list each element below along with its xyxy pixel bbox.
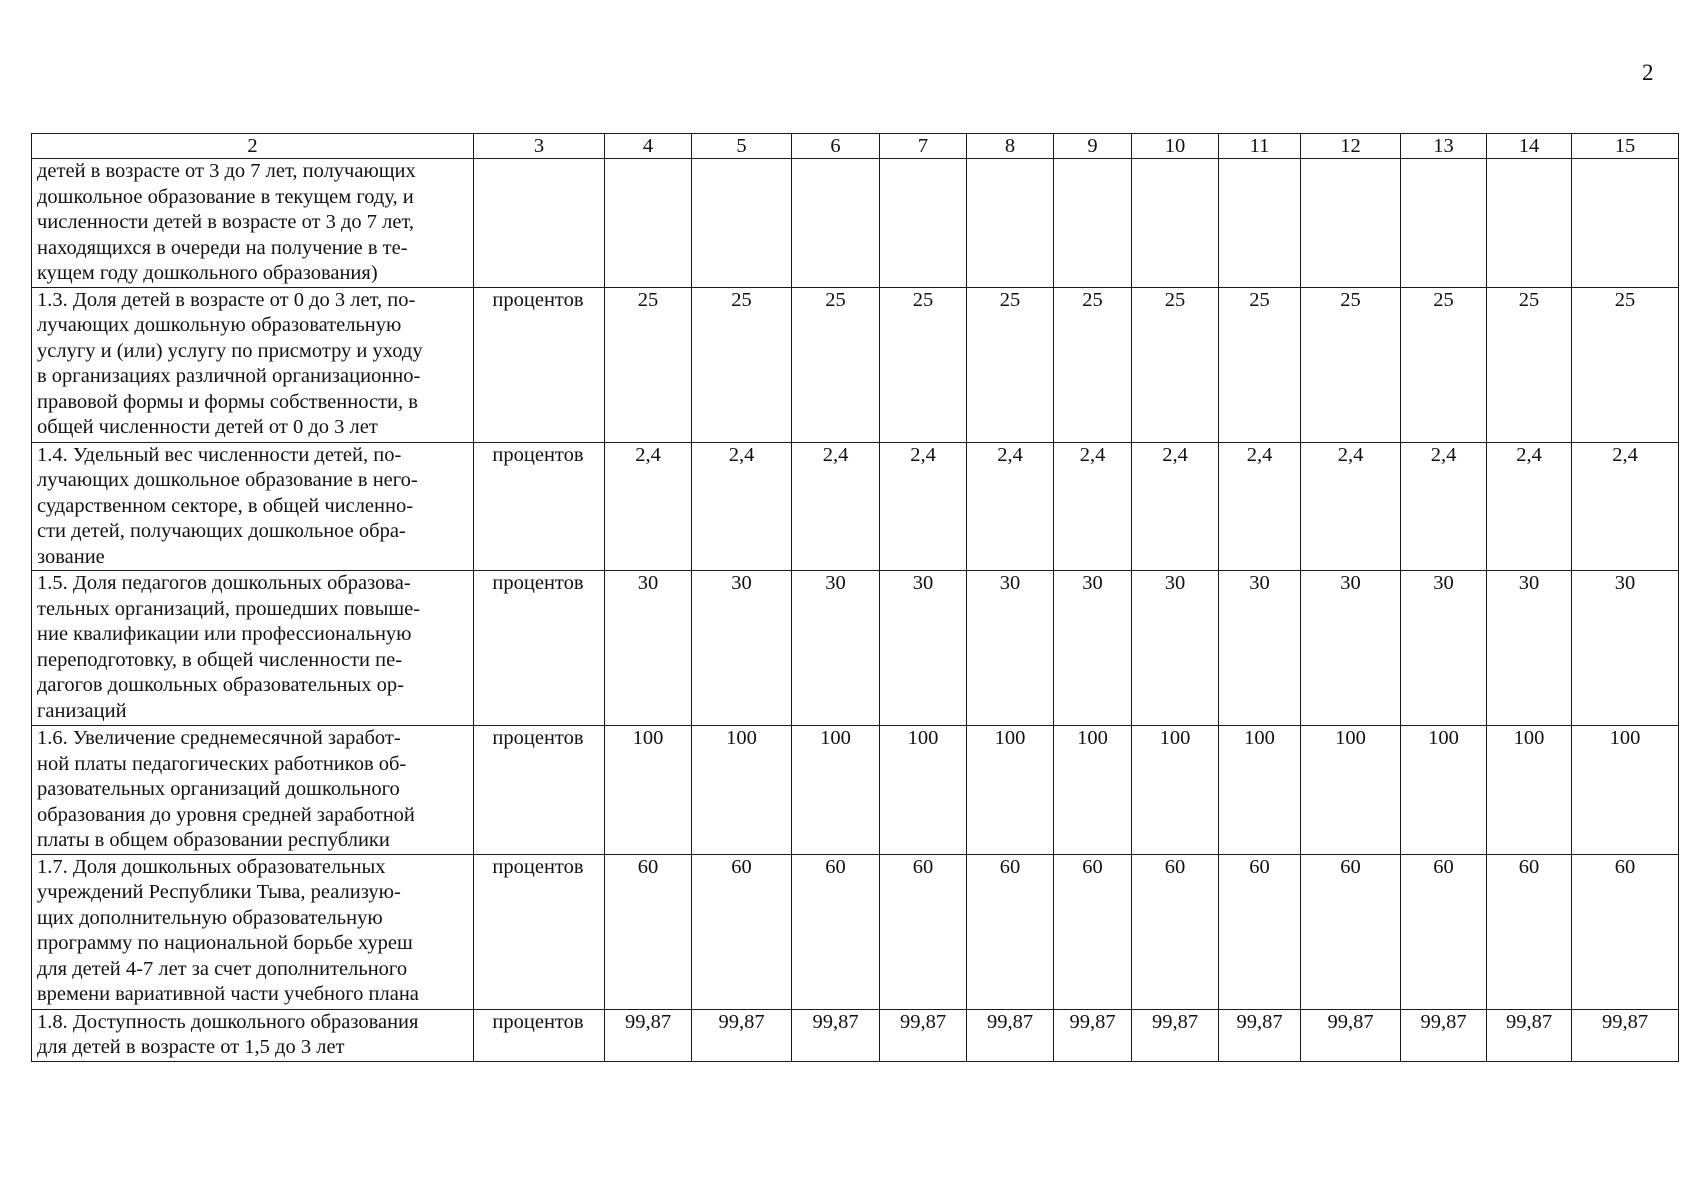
indicator-name-cell: 1.7. Доля дошкольных образовательных учреждений Республики Тыва, реализую- щих дополнительную образовательную программу по национальной борьбе хуреш для детей 4-7 лет за счет дополнительного времени вариативной части учебного плана	[32, 854, 474, 1009]
value-cell	[692, 159, 792, 288]
value-cell: 99,87	[1301, 1009, 1401, 1061]
table-row	[32, 287, 1679, 442]
value-cell: 25	[792, 287, 880, 442]
indicator-name-cell: 1.4. Удельный вес численности детей, по- лучающих дошкольное образование в него- сударственном секторе, в общей численно- сти детей, получающих дошкольное обра- зование	[32, 442, 474, 571]
unit-cell: процентов	[474, 854, 605, 1009]
value-cell: 2,4	[1401, 442, 1487, 571]
value-cell: 60	[605, 854, 692, 1009]
value-cell: 60	[1054, 854, 1132, 1009]
value-cell: 25	[1572, 287, 1679, 442]
value-cell	[1572, 159, 1679, 288]
value-cell: 99,87	[692, 1009, 792, 1061]
value-cell: 60	[1301, 854, 1401, 1009]
value-cell: 25	[1301, 287, 1401, 442]
value-cell: 2,4	[692, 442, 792, 571]
value-cell: 30	[1487, 571, 1572, 726]
value-cell: 99,87	[792, 1009, 880, 1061]
value-cell: 60	[967, 854, 1054, 1009]
column-header: 8	[967, 134, 1054, 159]
column-header: 13	[1401, 134, 1487, 159]
value-cell: 25	[692, 287, 792, 442]
column-header: 14	[1487, 134, 1572, 159]
column-header: 6	[792, 134, 880, 159]
value-cell	[880, 159, 967, 288]
value-cell: 25	[605, 287, 692, 442]
value-cell: 60	[1219, 854, 1301, 1009]
column-header: 11	[1219, 134, 1301, 159]
value-cell: 99,87	[605, 1009, 692, 1061]
value-cell: 100	[880, 726, 967, 855]
value-cell: 60	[692, 854, 792, 1009]
value-cell: 30	[1054, 571, 1132, 726]
column-header: 2	[32, 134, 474, 159]
header-row	[32, 134, 1679, 159]
value-cell: 100	[1572, 726, 1679, 855]
value-cell: 60	[1487, 854, 1572, 1009]
value-cell: 2,4	[1572, 442, 1679, 571]
column-header: 9	[1054, 134, 1132, 159]
value-cell: 99,87	[1054, 1009, 1132, 1061]
column-header: 10	[1132, 134, 1219, 159]
value-cell	[792, 159, 880, 288]
value-cell: 30	[1219, 571, 1301, 726]
value-cell: 2,4	[1054, 442, 1132, 571]
value-cell: 60	[1132, 854, 1219, 1009]
value-cell: 60	[1572, 854, 1679, 1009]
value-cell: 99,87	[967, 1009, 1054, 1061]
value-cell	[967, 159, 1054, 288]
unit-cell: процентов	[474, 1009, 605, 1061]
column-header: 15	[1572, 134, 1679, 159]
value-cell	[1219, 159, 1301, 288]
indicator-table	[31, 133, 1679, 1062]
value-cell: 30	[1401, 571, 1487, 726]
value-cell: 60	[1401, 854, 1487, 1009]
value-cell: 2,4	[605, 442, 692, 571]
indicator-name-cell: 1.5. Доля педагогов дошкольных образова- тельных организаций, прошедших повыше- ние квалификации или профессиональную переподготовку, в общей численности пе- дагогов дошкольных образовательных ор- ганизаций	[32, 571, 474, 726]
value-cell: 99,87	[880, 1009, 967, 1061]
value-cell: 100	[1401, 726, 1487, 855]
unit-cell: процентов	[474, 571, 605, 726]
value-cell	[1132, 159, 1219, 288]
table-body	[32, 159, 1679, 1062]
value-cell	[1401, 159, 1487, 288]
value-cell: 99,87	[1572, 1009, 1679, 1061]
unit-cell: процентов	[474, 442, 605, 571]
column-header: 3	[474, 134, 605, 159]
value-cell: 99,87	[1401, 1009, 1487, 1061]
table-row	[32, 159, 1679, 288]
value-cell: 2,4	[1487, 442, 1572, 571]
indicator-name-cell: 1.3. Доля детей в возрасте от 0 до 3 лет, по- лучающих дошкольную образовательную услугу и (или) услугу по присмотру и уходу в организациях различной организационно- правовой формы и формы собственности, в общей численности детей от 0 до 3 лет	[32, 287, 474, 442]
value-cell: 25	[1219, 287, 1301, 442]
value-cell: 25	[1054, 287, 1132, 442]
table-row	[32, 1009, 1679, 1061]
value-cell: 99,87	[1487, 1009, 1572, 1061]
value-cell: 25	[1132, 287, 1219, 442]
value-cell	[1487, 159, 1572, 288]
unit-cell: процентов	[474, 726, 605, 855]
value-cell: 2,4	[792, 442, 880, 571]
value-cell: 100	[967, 726, 1054, 855]
value-cell: 2,4	[1132, 442, 1219, 571]
value-cell: 100	[1219, 726, 1301, 855]
value-cell: 30	[1301, 571, 1401, 726]
unit-cell: процентов	[474, 287, 605, 442]
value-cell: 2,4	[967, 442, 1054, 571]
value-cell: 25	[1487, 287, 1572, 442]
value-cell: 30	[605, 571, 692, 726]
value-cell: 2,4	[880, 442, 967, 571]
table-row	[32, 571, 1679, 726]
column-header: 12	[1301, 134, 1401, 159]
column-header: 5	[692, 134, 792, 159]
value-cell: 2,4	[1301, 442, 1401, 571]
value-cell: 30	[880, 571, 967, 726]
page-number: 2	[1642, 60, 1654, 85]
column-header: 4	[605, 134, 692, 159]
indicator-name-cell: 1.8. Доступность дошкольного образования для детей в возрасте от 1,5 до 3 лет	[32, 1009, 474, 1061]
value-cell: 30	[692, 571, 792, 726]
value-cell: 99,87	[1219, 1009, 1301, 1061]
value-cell: 2,4	[1219, 442, 1301, 571]
value-cell: 100	[692, 726, 792, 855]
value-cell: 25	[1401, 287, 1487, 442]
value-cell: 100	[1132, 726, 1219, 855]
value-cell	[605, 159, 692, 288]
value-cell: 100	[605, 726, 692, 855]
indicator-name-cell: 1.6. Увеличение среднемесячной заработ- ной платы педагогических работников об- разовательных организаций дошкольного образования до уровня средней заработной платы в общем образовании республики	[32, 726, 474, 855]
value-cell: 99,87	[1132, 1009, 1219, 1061]
value-cell: 25	[880, 287, 967, 442]
value-cell: 30	[792, 571, 880, 726]
table-row	[32, 726, 1679, 855]
value-cell: 25	[967, 287, 1054, 442]
table-header	[32, 134, 1679, 159]
table-row	[32, 442, 1679, 571]
column-header: 7	[880, 134, 967, 159]
value-cell: 100	[1487, 726, 1572, 855]
value-cell: 30	[1132, 571, 1219, 726]
value-cell: 60	[880, 854, 967, 1009]
value-cell	[1301, 159, 1401, 288]
value-cell: 100	[1054, 726, 1132, 855]
value-cell: 100	[1301, 726, 1401, 855]
value-cell	[1054, 159, 1132, 288]
table-row	[32, 854, 1679, 1009]
value-cell: 60	[792, 854, 880, 1009]
value-cell: 30	[967, 571, 1054, 726]
unit-cell	[474, 159, 605, 288]
indicator-name-cell: детей в возрасте от 3 до 7 лет, получающих дошкольное образование в текущем году, и численности детей в возрасте от 3 до 7 лет, находящихся в очереди на получение в те- кущем году дошкольного образования)	[32, 159, 474, 288]
value-cell: 30	[1572, 571, 1679, 726]
value-cell: 100	[792, 726, 880, 855]
